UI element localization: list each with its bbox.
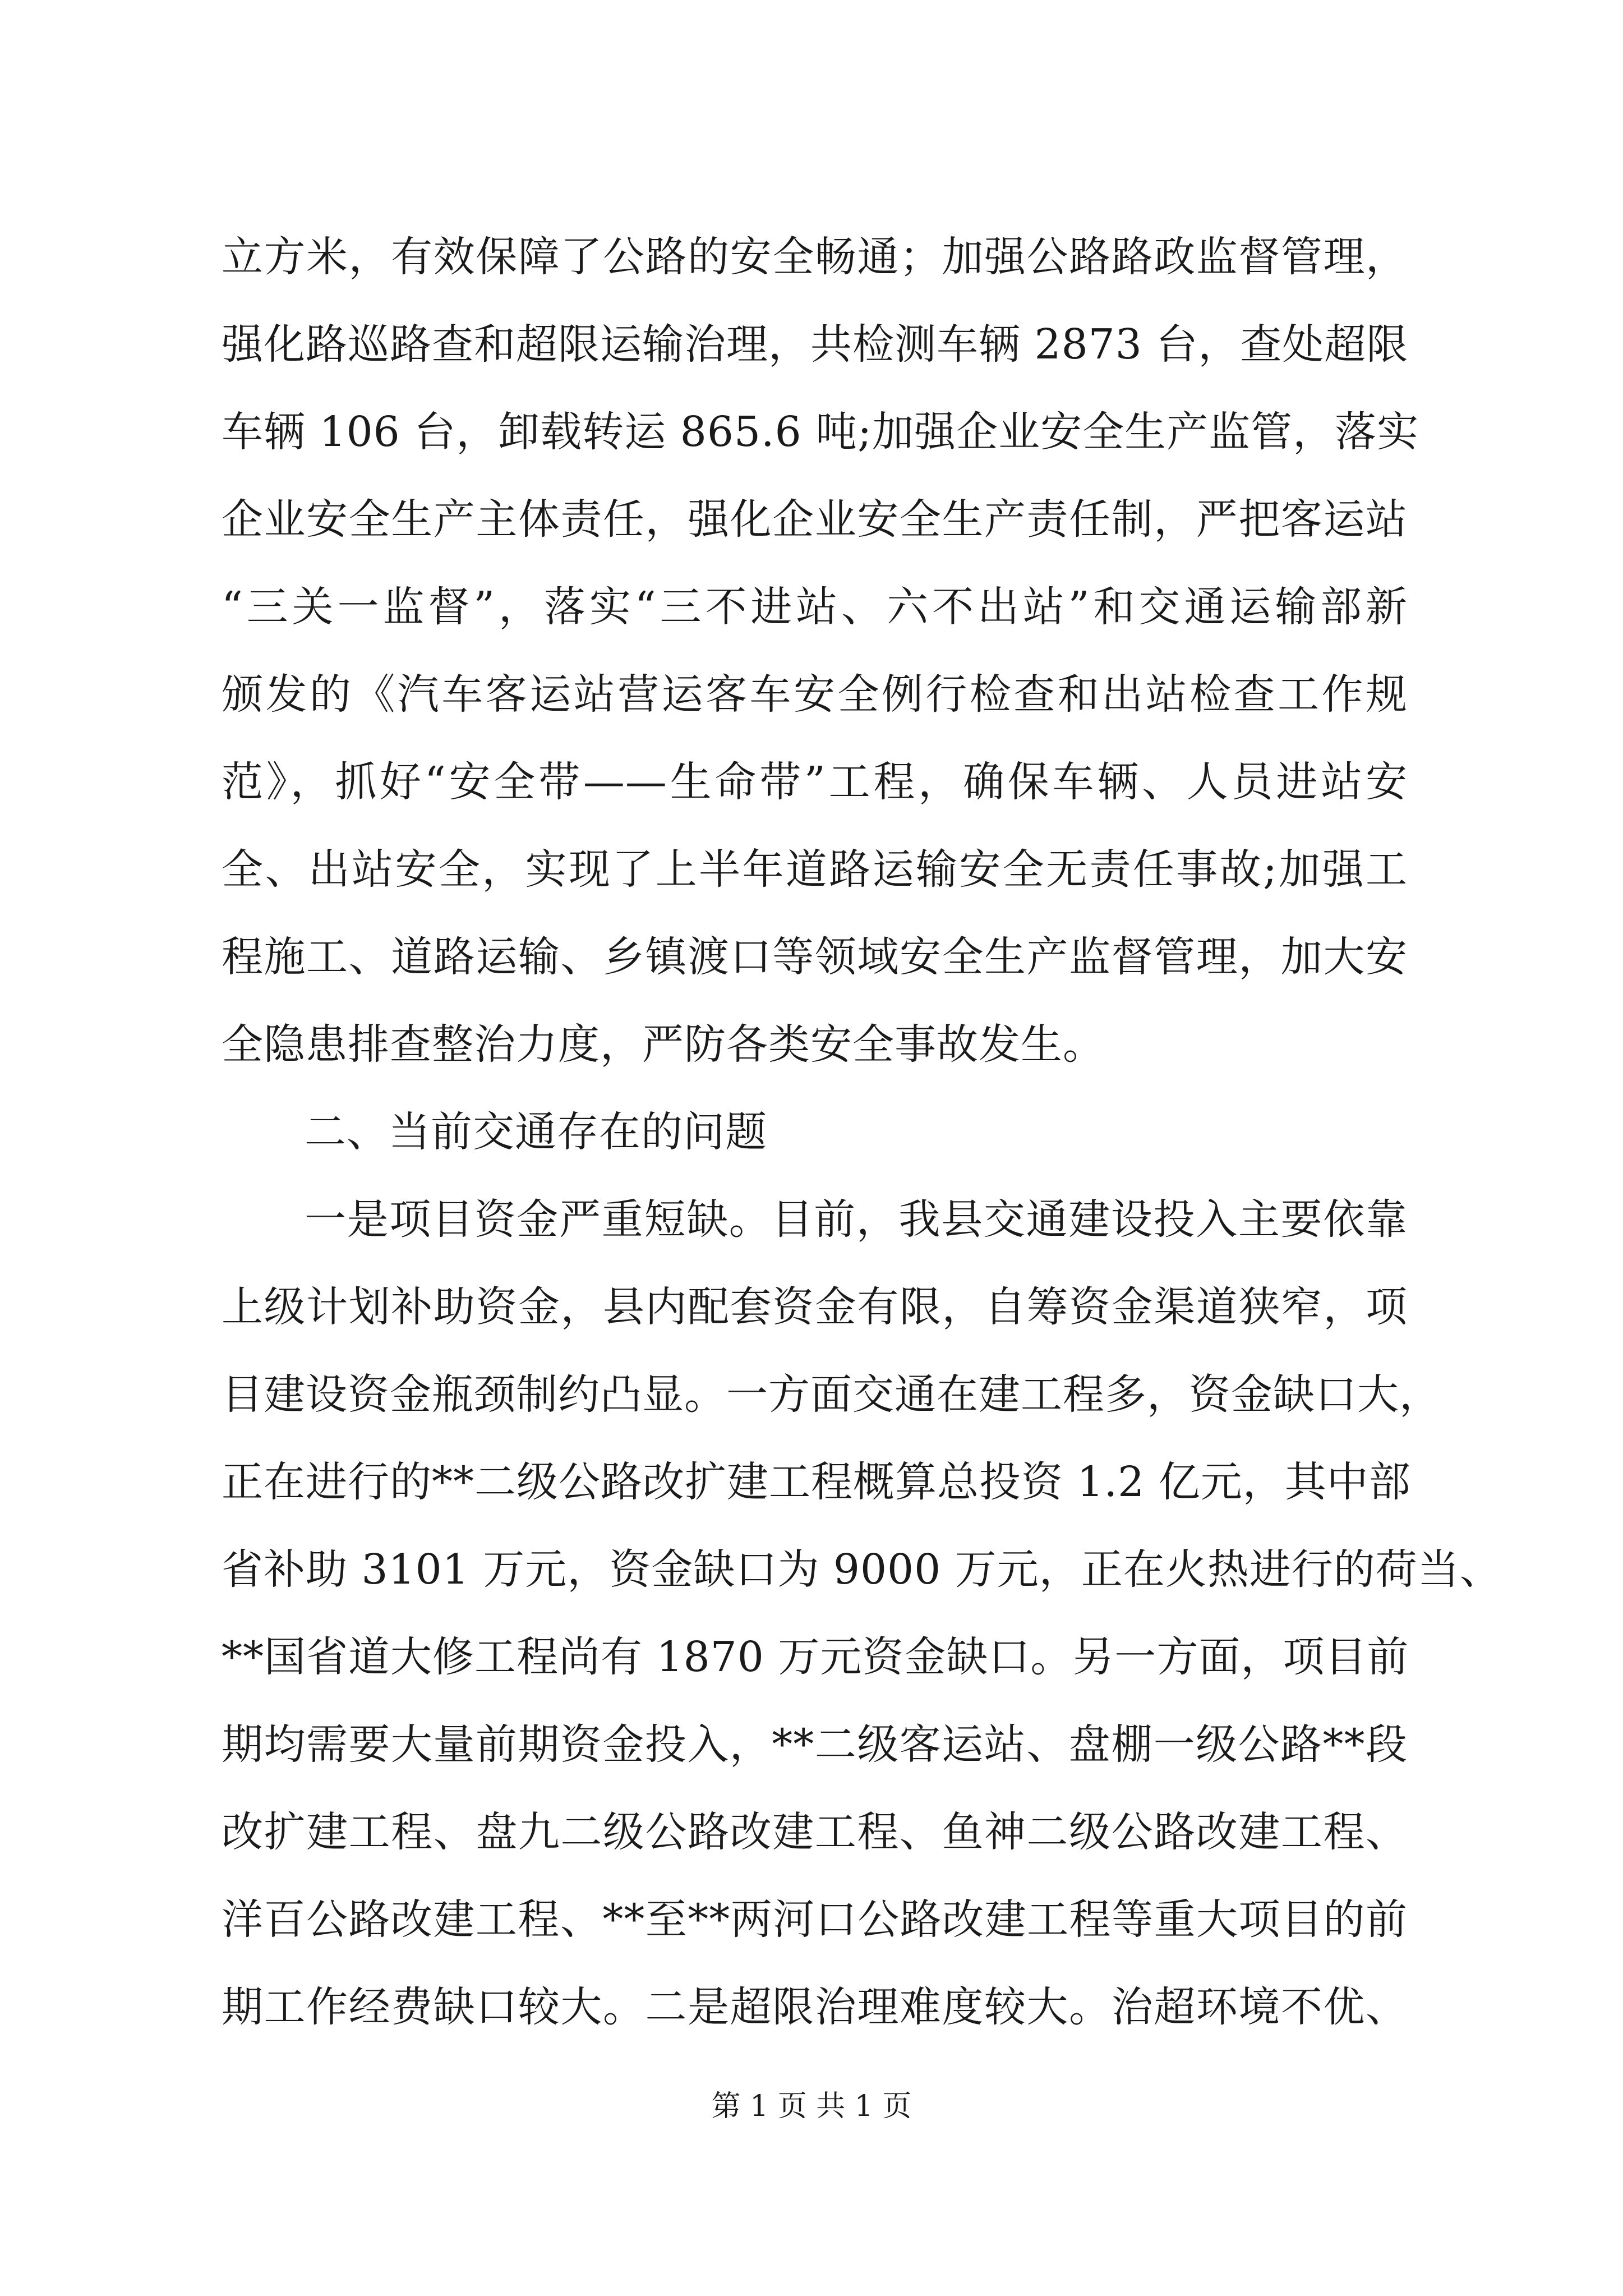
text-line: 期均需要大量前期资金投入，**二级客运站、盘棚一级公路**段 bbox=[222, 1720, 1408, 1769]
text-line: 洋百公路改建工程、**至**两河口公路改建工程等重大项目的前 bbox=[222, 1895, 1408, 1944]
section-heading: 二、当前交通存在的问题 bbox=[305, 1108, 767, 1156]
text-line: 范》，抓好“安全带——生命带”工程，确保车辆、人员进站安 bbox=[222, 758, 1408, 806]
body-text bbox=[222, 213, 1502, 2051]
text-line: 车辆 106 台，卸载转运 865.6 吨;加强企业安全生产监管，落实 bbox=[222, 408, 1419, 456]
text-line: 一是项目资金严重短缺。目前，我县交通建设投入主要依靠 bbox=[305, 1195, 1408, 1244]
text-line: 全、出站安全，实现了上半年道路运输安全无责任事故;加强工 bbox=[222, 845, 1408, 894]
page-footer: 第 1 页 共 1 页 bbox=[711, 2090, 912, 2123]
text-line: “三关一监督”，落实“三不进站、六不出站”和交通运输部新 bbox=[222, 583, 1408, 631]
text-line: 立方米，有效保障了公路的安全畅通；加强公路路政监督管理， bbox=[222, 233, 1408, 281]
text-line: 改扩建工程、盘九二级公路改建工程、鱼神二级公路改建工程、 bbox=[222, 1808, 1408, 1856]
text-line: 颁发的《汽车客运站营运客车安全例行检查和出站检查工作规 bbox=[222, 670, 1408, 719]
text-line: 全隐患排查整治力度，严防各类安全事故发生。 bbox=[222, 1020, 1105, 1069]
text-line: **国省道大修工程尚有 1870 万元资金缺口。另一方面，项目前 bbox=[222, 1633, 1409, 1681]
text-line: 省补助 3101 万元，资金缺口为 9000 万元，正在火热进行的荷当、 bbox=[222, 1545, 1502, 1594]
text-line: 强化路巡路查和超限运输治理，共检测车辆 2873 台，查处超限 bbox=[222, 320, 1409, 369]
text-line: 正在进行的**二级公路改扩建工程概算总投资 1.2 亿元，其中部 bbox=[222, 1458, 1411, 1506]
text-line: 程施工、道路运输、乡镇渡口等领域安全生产监督管理，加大安 bbox=[222, 933, 1408, 981]
text-line: 期工作经费缺口较大。二是超限治理难度较大。治超环境不优、 bbox=[222, 1983, 1408, 2031]
text-line: 目建设资金瓶颈制约凸显。一方面交通在建工程多，资金缺口大， bbox=[222, 1370, 1441, 1419]
text-line: 企业安全生产主体责任，强化企业安全生产责任制，严把客运站 bbox=[222, 495, 1408, 544]
text-line: 上级计划补助资金，县内配套资金有限，自筹资金渠道狭窄，项 bbox=[222, 1283, 1408, 1331]
